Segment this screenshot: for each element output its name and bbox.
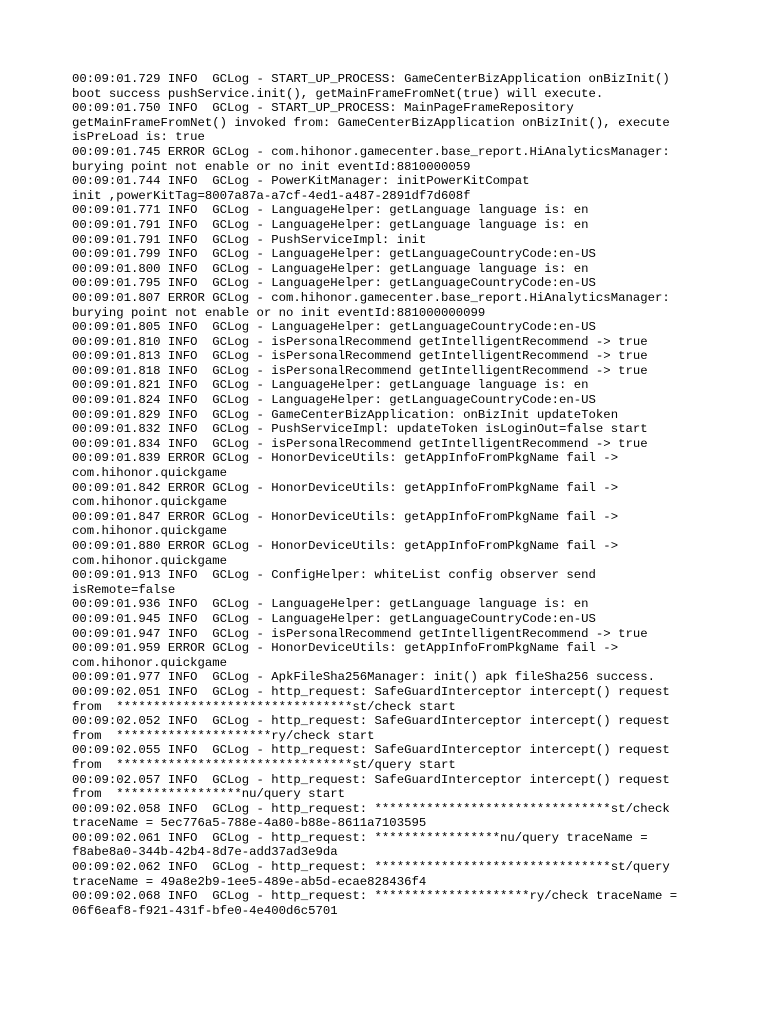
log-line: 00:09:01.824 INFO GCLog - LanguageHelper: getLanguageCountryCode:en-US <box>72 393 596 408</box>
log-line: boot success pushService.init(), getMainFrameFromNet(true) will execute. <box>72 86 604 101</box>
log-line: burying point not enable or no init eventId:8810000059 <box>72 159 471 174</box>
log-line: 00:09:01.813 INFO GCLog - isPersonalRecommend getIntelligentRecommend -> true <box>72 349 648 364</box>
log-line: 00:09:01.771 INFO GCLog - LanguageHelper: getLanguage language is: en <box>72 203 589 218</box>
log-line: com.hihonor.quickgame <box>72 495 227 510</box>
log-line: 00:09:01.832 INFO GCLog - PushServiceImpl: updateToken isLoginOut=false start <box>72 422 648 437</box>
log-line: 00:09:01.839 ERROR GCLog - HonorDeviceUtils: getAppInfoFromPkgName fail -> <box>72 451 619 466</box>
log-line: 00:09:01.750 INFO GCLog - START_UP_PROCESS: MainPageFrameRepository <box>72 101 574 116</box>
log-line: from ********************************st/check start <box>72 699 456 714</box>
log-line: 00:09:02.062 INFO GCLog - http_request: ********************************st/query <box>72 860 670 875</box>
log-line: 00:09:02.057 INFO GCLog - http_request: SafeGuardInterceptor intercept() request <box>72 772 670 787</box>
log-line: 00:09:01.807 ERROR GCLog - com.hihonor.gamecenter.base_report.HiAnalyticsManager: <box>72 290 670 305</box>
log-line: from ********************************st/query start <box>72 757 456 772</box>
log-line: 00:09:01.791 INFO GCLog - LanguageHelper: getLanguage language is: en <box>72 217 589 232</box>
log-line: 00:09:01.945 INFO GCLog - LanguageHelper: getLanguageCountryCode:en-US <box>72 611 596 626</box>
log-line: 00:09:01.936 INFO GCLog - LanguageHelper: getLanguage language is: en <box>72 597 589 612</box>
log-line: 00:09:01.745 ERROR GCLog - com.hihonor.gamecenter.base_report.HiAnalyticsManager: <box>72 144 670 159</box>
log-line: 00:09:01.842 ERROR GCLog - HonorDeviceUtils: getAppInfoFromPkgName fail -> <box>72 480 619 495</box>
log-line: 00:09:01.880 ERROR GCLog - HonorDeviceUtils: getAppInfoFromPkgName fail -> <box>72 539 619 553</box>
log-line: 00:09:01.795 INFO GCLog - LanguageHelper: getLanguageCountryCode:en-US <box>72 276 596 291</box>
log-line: 00:09:01.744 INFO GCLog - PowerKitManager: initPowerKitCompat <box>72 174 530 189</box>
log-line: com.hihonor.quickgame <box>72 655 227 670</box>
log-line: 00:09:02.061 INFO GCLog - http_request: *****************nu/query traceName = <box>72 830 648 845</box>
log-line: traceName = 5ec776a5-788e-4a80-b88e-8611a7103595 <box>72 816 427 831</box>
log-line: 00:09:01.834 INFO GCLog - isPersonalRecommend getIntelligentRecommend -> true <box>72 436 648 451</box>
log-line: 00:09:01.829 INFO GCLog - GameCenterBizApplication: onBizInit updateToken <box>72 407 619 422</box>
log-line: traceName = 49a8e2b9-1ee5-489e-ab5d-ecae828436f4 <box>72 874 427 889</box>
log-line: init ,powerKitTag=8007a87a-a7cf-4ed1-a487-2891df7d608f <box>72 188 471 203</box>
log-line: f8abe8a0-344b-42b4-8d7e-add37ad3e9da <box>72 845 338 860</box>
log-line: burying point not enable or no init eventId:881000000099 <box>72 305 486 320</box>
log-line: from *********************ry/check start <box>72 728 375 743</box>
log-line: 00:09:02.055 INFO GCLog - http_request: SafeGuardInterceptor intercept() request <box>72 743 670 758</box>
log-line: 00:09:01.977 INFO GCLog - ApkFileSha256Manager: init() apk fileSha256 success. <box>72 670 655 685</box>
log-line: 00:09:01.947 INFO GCLog - isPersonalRecommend getIntelligentRecommend -> true <box>72 626 648 641</box>
log-line: isRemote=false <box>72 582 176 597</box>
log-line: 00:09:01.959 ERROR GCLog - HonorDeviceUtils: getAppInfoFromPkgName fail -> <box>72 641 619 656</box>
log-line: from *****************nu/query start <box>72 787 346 802</box>
log-document <box>72 72 712 918</box>
log-line: 00:09:02.068 INFO GCLog - http_request: *********************ry/check traceName = <box>72 889 678 904</box>
log-line: 00:09:01.791 INFO GCLog - PushServiceImpl: init <box>72 232 427 247</box>
log-line: 00:09:01.821 INFO GCLog - LanguageHelper: getLanguage language is: en <box>72 378 589 393</box>
log-line: 00:09:01.913 INFO GCLog - ConfigHelper: whiteList config observer send <box>72 568 596 583</box>
log-line: 00:09:01.729 INFO GCLog - START_UP_PROCESS: GameCenterBizApplication onBizInit() <box>72 72 670 86</box>
log-line: 00:09:02.058 INFO GCLog - http_request: ********************************st/check <box>72 801 670 816</box>
log-line: 00:09:02.051 INFO GCLog - http_request: SafeGuardInterceptor intercept() request <box>72 684 670 699</box>
log-line: 00:09:01.818 INFO GCLog - isPersonalRecommend getIntelligentRecommend -> true <box>72 363 648 378</box>
log-line: com.hihonor.quickgame <box>72 466 227 481</box>
log-line: 06f6eaf8-f921-431f-bfe0-4e400d6c5701 <box>72 903 338 918</box>
log-line: com.hihonor.quickgame <box>72 553 227 568</box>
log-line: 00:09:01.847 ERROR GCLog - HonorDeviceUtils: getAppInfoFromPkgName fail -> <box>72 509 619 524</box>
log-line: 00:09:01.800 INFO GCLog - LanguageHelper: getLanguage language is: en <box>72 261 589 276</box>
log-line: com.hihonor.quickgame <box>72 524 227 539</box>
log-line: 00:09:02.052 INFO GCLog - http_request: SafeGuardInterceptor intercept() request <box>72 714 670 729</box>
log-line: getMainFrameFromNet() invoked from: GameCenterBizApplication onBizInit(), execute <box>72 115 670 130</box>
log-line: 00:09:01.799 INFO GCLog - LanguageHelper: getLanguageCountryCode:en-US <box>72 247 596 262</box>
log-line: 00:09:01.805 INFO GCLog - LanguageHelper: getLanguageCountryCode:en-US <box>72 320 596 335</box>
log-line: 00:09:01.810 INFO GCLog - isPersonalRecommend getIntelligentRecommend -> true <box>72 334 648 349</box>
log-line: isPreLoad is: true <box>72 130 205 145</box>
